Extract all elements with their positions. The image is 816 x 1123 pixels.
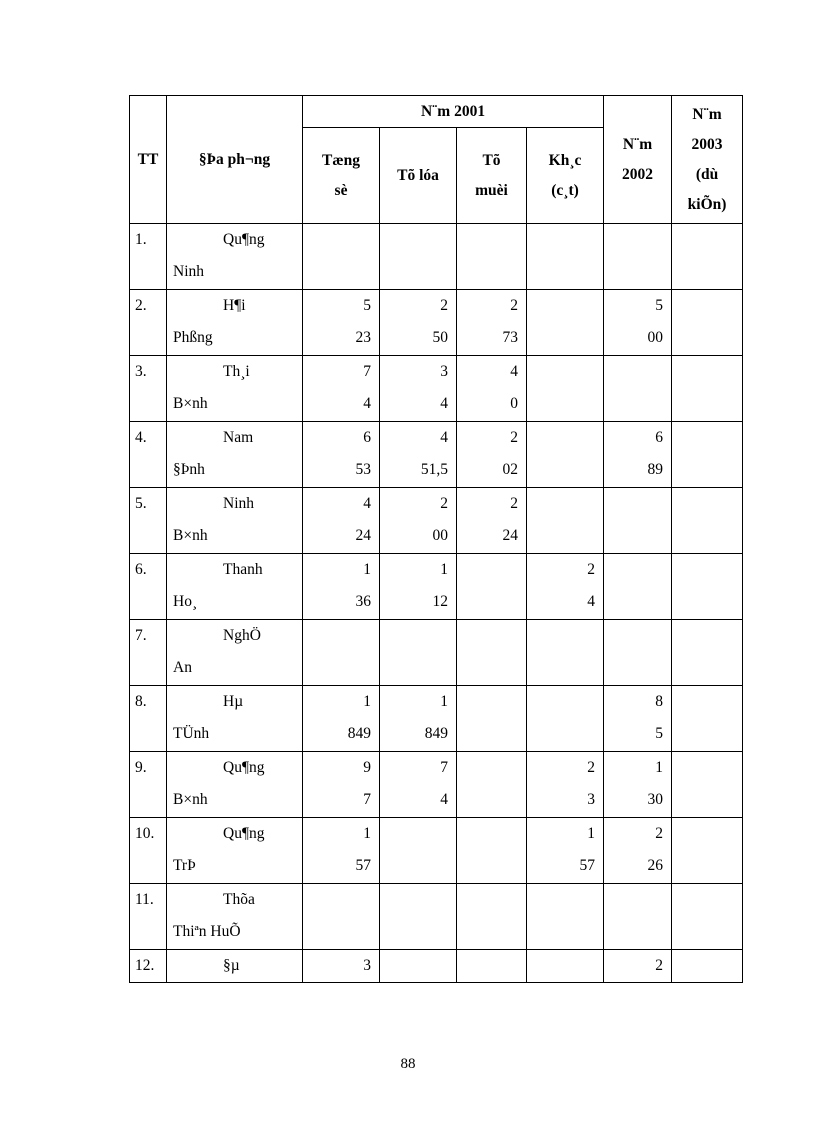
value-cell-cane: 2 24 <box>457 488 527 554</box>
row-number: 8. <box>130 686 167 752</box>
place-line-1: Qu¶ng <box>223 825 265 842</box>
value-cell-y2002: 2 <box>604 950 672 983</box>
place-line-2: B×nh <box>173 791 208 808</box>
place-cell <box>167 290 303 356</box>
value-cell-y2003 <box>672 686 743 752</box>
place-line-1: H¶i <box>223 297 246 314</box>
value-cell-other <box>527 290 604 356</box>
row-number: 1. <box>130 224 167 290</box>
place-line-2: TÜnh <box>173 725 210 742</box>
header-total: Tæng sè <box>303 128 380 224</box>
header-rice: Tõ lóa <box>380 128 457 224</box>
table-body <box>130 224 743 983</box>
place-cell: §µ <box>167 950 303 983</box>
header-year-2001: N¨m 2001 <box>303 96 604 128</box>
header-year-2003: N¨m 2003 (dù kiÕn) <box>672 96 743 224</box>
value-cell-rice <box>380 818 457 884</box>
place-cell <box>167 356 303 422</box>
value-cell-total <box>303 620 380 686</box>
table-row <box>130 290 743 356</box>
place-line-2: An <box>173 659 192 676</box>
value-cell-rice <box>380 884 457 950</box>
table-header <box>130 96 743 224</box>
value-cell-rice: 4 51,5 <box>380 422 457 488</box>
value-cell-y2002 <box>604 224 672 290</box>
table-row <box>130 620 743 686</box>
table-row <box>130 686 743 752</box>
value-cell-rice: 2 00 <box>380 488 457 554</box>
value-cell-cane: 4 0 <box>457 356 527 422</box>
place-cell <box>167 752 303 818</box>
row-number: 4. <box>130 422 167 488</box>
value-cell-total: 1 57 <box>303 818 380 884</box>
row-number: 6. <box>130 554 167 620</box>
value-cell-total <box>303 224 380 290</box>
value-cell-y2002 <box>604 620 672 686</box>
value-cell-y2003 <box>672 356 743 422</box>
table-row <box>130 752 743 818</box>
value-cell-cane <box>457 884 527 950</box>
value-cell-y2003 <box>672 290 743 356</box>
table-row <box>130 356 743 422</box>
table-row <box>130 554 743 620</box>
place-line-1: Ninh <box>223 495 254 512</box>
place-line-2: §Þnh <box>173 461 205 478</box>
place-line-1: Nam <box>223 429 254 446</box>
value-cell-y2003 <box>672 818 743 884</box>
row-number: 5. <box>130 488 167 554</box>
place-cell <box>167 686 303 752</box>
value-cell-other: 1 57 <box>527 818 604 884</box>
table-row <box>130 422 743 488</box>
header-year-2002: N¨m 2002 <box>604 96 672 224</box>
value-cell-y2003 <box>672 422 743 488</box>
value-cell-y2002 <box>604 884 672 950</box>
value-cell-other <box>527 356 604 422</box>
value-cell-other <box>527 224 604 290</box>
header-sugarcane: Tõ muèi <box>457 128 527 224</box>
value-cell-total: 1 849 <box>303 686 380 752</box>
place-cell <box>167 620 303 686</box>
row-number: 9. <box>130 752 167 818</box>
data-table <box>129 95 743 983</box>
value-cell-y2003 <box>672 554 743 620</box>
place-line-1: Th¸i <box>223 363 250 380</box>
value-cell-y2003 <box>672 620 743 686</box>
table-row <box>130 488 743 554</box>
value-cell-y2002: 2 26 <box>604 818 672 884</box>
value-cell-total: 1 36 <box>303 554 380 620</box>
place-line-1: Qu¶ng <box>223 759 265 776</box>
value-cell-y2003 <box>672 488 743 554</box>
place-line-1: NghÖ <box>223 627 261 644</box>
page-number: 88 <box>400 1056 416 1072</box>
value-cell-total <box>303 884 380 950</box>
value-cell-total: 3 <box>303 950 380 983</box>
place-line-2: B×nh <box>173 395 208 412</box>
value-cell-other: 2 3 <box>527 752 604 818</box>
table-row <box>130 884 743 950</box>
table-row <box>130 818 743 884</box>
row-number: 10. <box>130 818 167 884</box>
place-cell <box>167 884 303 950</box>
value-cell-y2003 <box>672 884 743 950</box>
value-cell-other <box>527 686 604 752</box>
place-line-1: Thõa <box>223 891 255 908</box>
table-row <box>130 224 743 290</box>
row-number: 12. <box>130 950 167 983</box>
value-cell-total: 6 53 <box>303 422 380 488</box>
value-cell-other <box>527 620 604 686</box>
value-cell-cane <box>457 224 527 290</box>
table-row <box>130 950 743 983</box>
place-line-2: Phßng <box>173 329 213 346</box>
value-cell-y2002: 6 89 <box>604 422 672 488</box>
value-cell-cane: 2 73 <box>457 290 527 356</box>
place-line-1: Hµ <box>223 693 244 710</box>
place-line-2: Thiªn HuÕ <box>173 923 241 940</box>
header-place: §Þa ph¬ng <box>167 96 303 224</box>
place-line-1: Qu¶ng <box>223 231 265 248</box>
place-line-2: Ho¸ <box>173 593 198 610</box>
value-cell-rice: 1 12 <box>380 554 457 620</box>
value-cell-rice: 7 4 <box>380 752 457 818</box>
place-line-2: TrÞ <box>173 857 196 874</box>
value-cell-y2003 <box>672 752 743 818</box>
value-cell-y2002 <box>604 356 672 422</box>
value-cell-cane <box>457 554 527 620</box>
value-cell-other: 2 4 <box>527 554 604 620</box>
place-line-1: Thanh <box>223 561 263 578</box>
value-cell-y2002: 5 00 <box>604 290 672 356</box>
value-cell-total: 7 4 <box>303 356 380 422</box>
row-number: 2. <box>130 290 167 356</box>
value-cell-cane <box>457 818 527 884</box>
value-cell-rice: 2 50 <box>380 290 457 356</box>
row-number: 7. <box>130 620 167 686</box>
value-cell-total: 4 24 <box>303 488 380 554</box>
value-cell-y2003 <box>672 224 743 290</box>
place-cell <box>167 422 303 488</box>
value-cell-other <box>527 488 604 554</box>
place-line-2: B×nh <box>173 527 208 544</box>
place-cell <box>167 554 303 620</box>
value-cell-y2002: 1 30 <box>604 752 672 818</box>
value-cell-other <box>527 884 604 950</box>
value-cell-rice: 3 4 <box>380 356 457 422</box>
value-cell-y2002: 8 5 <box>604 686 672 752</box>
row-number: 11. <box>130 884 167 950</box>
value-cell-cane <box>457 686 527 752</box>
value-cell-y2002 <box>604 554 672 620</box>
header-other: Kh¸c (c¸t) <box>527 128 604 224</box>
value-cell-cane <box>457 752 527 818</box>
value-cell-rice: 1 849 <box>380 686 457 752</box>
value-cell-total: 5 23 <box>303 290 380 356</box>
value-cell-cane: 2 02 <box>457 422 527 488</box>
header-tt: TT <box>130 96 167 224</box>
place-cell <box>167 488 303 554</box>
place-cell <box>167 818 303 884</box>
place-line-2: Ninh <box>173 263 204 280</box>
value-cell-cane <box>457 620 527 686</box>
value-cell-rice <box>380 620 457 686</box>
value-cell-y2002 <box>604 488 672 554</box>
place-cell <box>167 224 303 290</box>
row-number: 3. <box>130 356 167 422</box>
value-cell-rice <box>380 224 457 290</box>
value-cell-total: 9 7 <box>303 752 380 818</box>
value-cell-other <box>527 422 604 488</box>
